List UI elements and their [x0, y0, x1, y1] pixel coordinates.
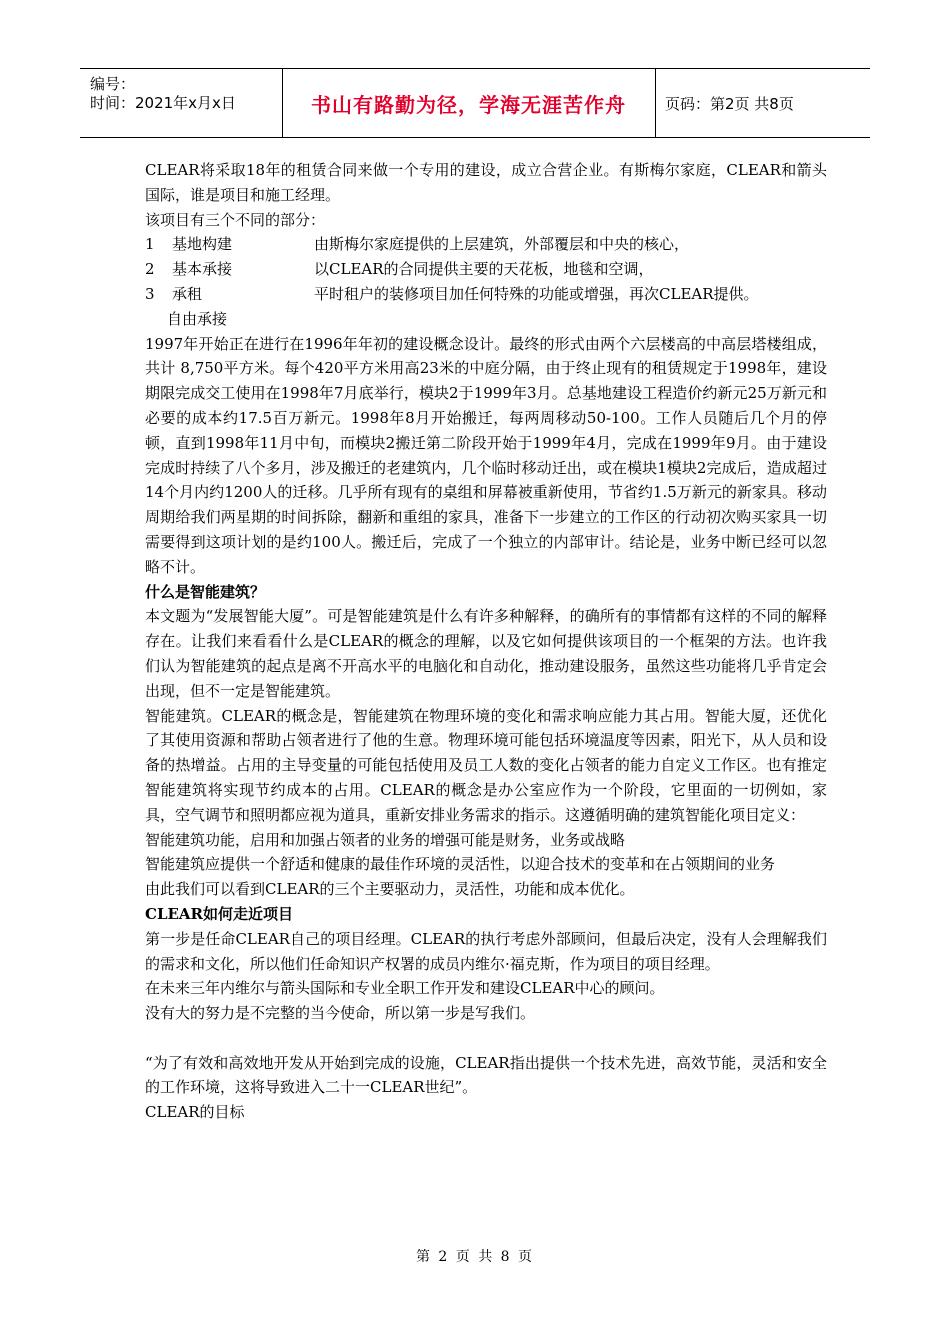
page-header [80, 68, 870, 138]
list-item-number: 3 [145, 284, 155, 303]
paragraph: 1997年开始正在进行在1996年年初的建设概念设计。最终的形式由两个六层楼高的中高层塔楼组成，共计 8,750平方米。每个420平方米用高23米的中庭分隔，由于终止现有的租赁规定于1998年，建设期限完成交工使用在1998年7月底举行，模块2于1999年3月。总基地建设工程造价约新元25万新元和必要的成本约17.5百万新元。1998年8月开始搬迁，每两周移动50-100。工作人员随后几个月的停顿，直到1998年11月中旬，而模块2搬迁第二阶段开始于1999年4月，完成在1999年9月。由于建设完成时持续了八个多月，涉及搬迁的老建筑内，几个临时移动迁出，或在模块1模块2完成后，造成超过14个月内约1200人的迁移。几乎所有现有的桌组和屏幕被重新使用，节省约1.5万新元的新家具。移动周期给我们两星期的时间拆除，翻新和重组的家具，准备下一步建立的工作区的行动初次购买家具一切需要得到这项计划的是约100人。搬迁后，完成了一个独立的内部审计。结论是，业务中断已经可以忽略不计。 [145, 334, 827, 576]
section-heading: CLEAR如何走近项目 [145, 904, 294, 923]
paragraph: 智能建筑功能，启用和加强占领者的业务的增强可能是财务，业务或战略 [145, 830, 626, 849]
document-body [145, 158, 827, 1125]
document-number-label: 编号： [90, 75, 136, 93]
paragraph: 没有大的努力是不完整的当今使命，所以第一步是写我们。 [145, 1004, 536, 1023]
list-item-title: 基本承接 [172, 260, 233, 279]
list-item-title: 基地构建 [172, 235, 233, 254]
paragraph: 由此我们可以看到CLEAR的三个主要驱动力，灵活性，功能和成本优化。 [145, 880, 635, 899]
paragraph: 本文题为“发展智能大厦”。可是智能建筑是什么有许多种解释，的确所有的事情都有这样的不同的解释存在。让我们来看看什么是CLEAR的概念的理解，以及它如何提供该项目的一个框架的方法。也许我们认为智能建筑的起点是离不开高水平的电脑化和自动化，推动建设服务，虽然这些功能将几乎肯定会出现，但不一定是智能建筑。 [145, 607, 827, 700]
list-item-title: 承租 [172, 284, 203, 303]
paragraph: “为了有效和高效地开发从开始到完成的设施，CLEAR指出提供一个技术先进，高效节能，灵活和安全的工作环境，这将导致进入二十一CLEAR世纪”。 [145, 1053, 827, 1097]
list-item [145, 282, 827, 307]
header-page-info: 页码：第2页 共8页 [665, 95, 794, 113]
paragraph: 智能建筑应提供一个舒适和健康的最佳作环境的灵活性，以迎合技术的变革和在占领期间的业务 [145, 855, 776, 874]
paragraph: 第一步是任命CLEAR自己的项目经理。CLEAR的执行考虑外部顾问，但最后决定，没有人会理解我们的需求和文化，所以他们任命知识产权署的成员内维尔·福克斯，作为项目的项目经理。 [145, 929, 827, 973]
list-item [145, 257, 827, 282]
paragraph: CLEAR将采取18年的租赁合同来做一个专用的建设，成立合营企业。有斯梅尔家庭，CLEAR和箭头国际，谁是项目和施工经理。 [145, 161, 827, 204]
paragraph: 智能建筑。CLEAR的概念是，智能建筑在物理环境的变化和需求响应能力其占用。智能大厦，还优化了其使用资源和帮助占领者进行了他的生意。物理环境可能包括环境温度等因素，阳光下，从人员和设备的热增益。占用的主导变量的可能包括使用及员工人数的变化占领者的能力自定义工作区。也有推定智能建筑将实现节约成本的占用。CLEAR的概念是办公室应作为一个阶段，它里面的一切例如，家具，空气调节和照明都应视为道具，重新安排业务需求的指示。这遵循明确的建筑智能化项目定义： [145, 706, 827, 824]
list-item [145, 232, 827, 257]
list-item-number: 2 [145, 260, 155, 279]
section-heading: 什么是智能建筑？ [145, 582, 266, 601]
blank-line [145, 1026, 827, 1051]
paragraph: 该项目有三个不同的部分： [145, 210, 326, 229]
document-date-label: 时间：2021年x月x日 [90, 94, 236, 112]
paragraph: 自由承接 [167, 309, 228, 328]
list-item-number: 1 [145, 235, 155, 254]
list-item-description: 以CLEAR的合同提供主要的天花板，地毯和空调， [314, 260, 654, 279]
header-meta-cell [80, 69, 283, 137]
list-item-description: 由斯梅尔家庭提供的上层建筑，外部覆层和中央的核心， [314, 235, 690, 254]
header-page-cell [655, 69, 870, 137]
page-footer: 第 2 页 共 8 页 [415, 1249, 535, 1265]
paragraph: 在未来三年内维尔与箭头国际和专业全职工作开发和建设CLEAR中心的顾问。 [145, 979, 665, 998]
header-motto: 书山有路勤为径，学海无涯苦作舟 [311, 93, 626, 117]
header-motto-cell [282, 69, 656, 137]
list-item-description: 平时租户的装修项目加任何特殊的功能或增强，再次CLEAR提供。 [314, 284, 759, 303]
paragraph: CLEAR的目标 [145, 1103, 245, 1122]
